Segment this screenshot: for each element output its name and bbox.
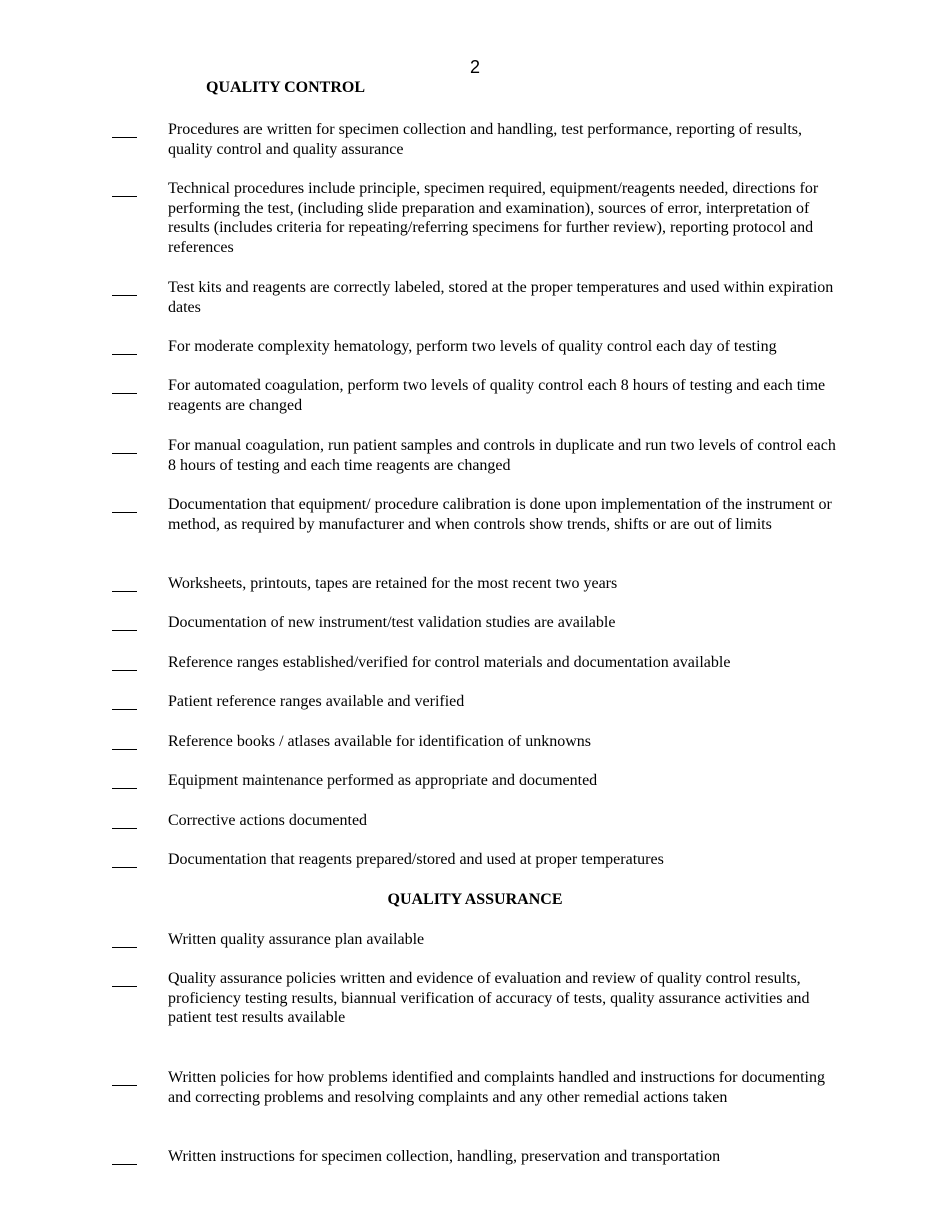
checkbox-blank[interactable] <box>112 972 137 987</box>
quality-assurance-heading: QUALITY ASSURANCE <box>387 891 563 908</box>
qa-item-text: Written quality assurance plan available <box>168 931 425 948</box>
checkbox-blank[interactable] <box>112 498 137 513</box>
checkbox-blank[interactable] <box>112 379 137 394</box>
checkbox-blank[interactable] <box>112 123 137 138</box>
checkbox-blank[interactable] <box>112 1150 137 1165</box>
qc-item-text: Worksheets, printouts, tapes are retained for the most recent two years <box>168 575 618 592</box>
checkbox-blank[interactable] <box>112 853 137 868</box>
checkbox-blank[interactable] <box>112 182 137 197</box>
qc-item-text: Patient reference ranges available and verified <box>168 693 465 710</box>
qc-item-text: Reference books / atlases available for identification of unknowns <box>168 733 591 750</box>
qc-item-text: Procedures are written for specimen collection and handling, test performance, reporting of results, quality control and quality assurance <box>168 121 802 158</box>
checkbox-blank[interactable] <box>112 439 137 454</box>
checkbox-blank[interactable] <box>112 814 137 829</box>
checkbox-blank[interactable] <box>112 695 137 710</box>
qc-item-text: Corrective actions documented <box>168 812 368 829</box>
qc-item-text: For manual coagulation, run patient samples and controls in duplicate and run two levels of control each 8 hours of testing and each time reagents are changed <box>168 437 836 474</box>
qc-item-text: Documentation that reagents prepared/stored and used at proper temperatures <box>168 851 664 868</box>
qc-item-text: For moderate complexity hematology, perform two levels of quality control each day of testing <box>168 338 777 355</box>
checkbox-blank[interactable] <box>112 616 137 631</box>
page-number: 2 <box>469 57 480 77</box>
checkbox-blank[interactable] <box>112 1071 137 1086</box>
checkbox-blank[interactable] <box>112 933 137 948</box>
qc-item-text: Test kits and reagents are correctly labeled, stored at the proper temperatures and used within expiration dates <box>168 279 834 316</box>
qc-item-text: Reference ranges established/verified for control materials and documentation available <box>168 654 731 671</box>
checkbox-blank[interactable] <box>112 774 137 789</box>
checkbox-blank[interactable] <box>112 577 137 592</box>
qc-item-text: Documentation that equipment/ procedure calibration is done upon implementation of the instrument or method, as required by manufacturer and when controls show trends, shifts or are out of limits <box>168 496 832 533</box>
qc-item-text: Equipment maintenance performed as appropriate and documented <box>168 772 598 789</box>
checkbox-blank[interactable] <box>112 735 137 750</box>
checkbox-blank[interactable] <box>112 656 137 671</box>
qc-item-text: Documentation of new instrument/test validation studies are available <box>168 614 616 631</box>
qa-item-text: Quality assurance policies written and evidence of evaluation and review of quality control results, proficiency testing results, biannual verification of accuracy of tests, quality assurance activities and patient test results available <box>168 970 810 1027</box>
qc-item-text: Technical procedures include principle, specimen required, equipment/reagents needed, directions for performing the test, (including slide preparation and examination), sources of error, interpretation of results (includes criteria for repeating/referring specimens for further review), reporting protocol and references <box>168 180 819 257</box>
qa-item-text: Written instructions for specimen collection, handling, preservation and transportation <box>168 1148 721 1165</box>
quality-control-heading: QUALITY CONTROL <box>206 79 365 96</box>
qa-item-text: Written policies for how problems identified and complaints handled and instructions for documenting and correcting problems and resolving complaints and any other remedial actions taken <box>168 1069 825 1106</box>
checkbox-blank[interactable] <box>112 281 137 296</box>
qc-item-text: For automated coagulation, perform two levels of quality control each 8 hours of testing and each time reagents are changed <box>168 377 826 414</box>
checkbox-blank[interactable] <box>112 340 137 355</box>
